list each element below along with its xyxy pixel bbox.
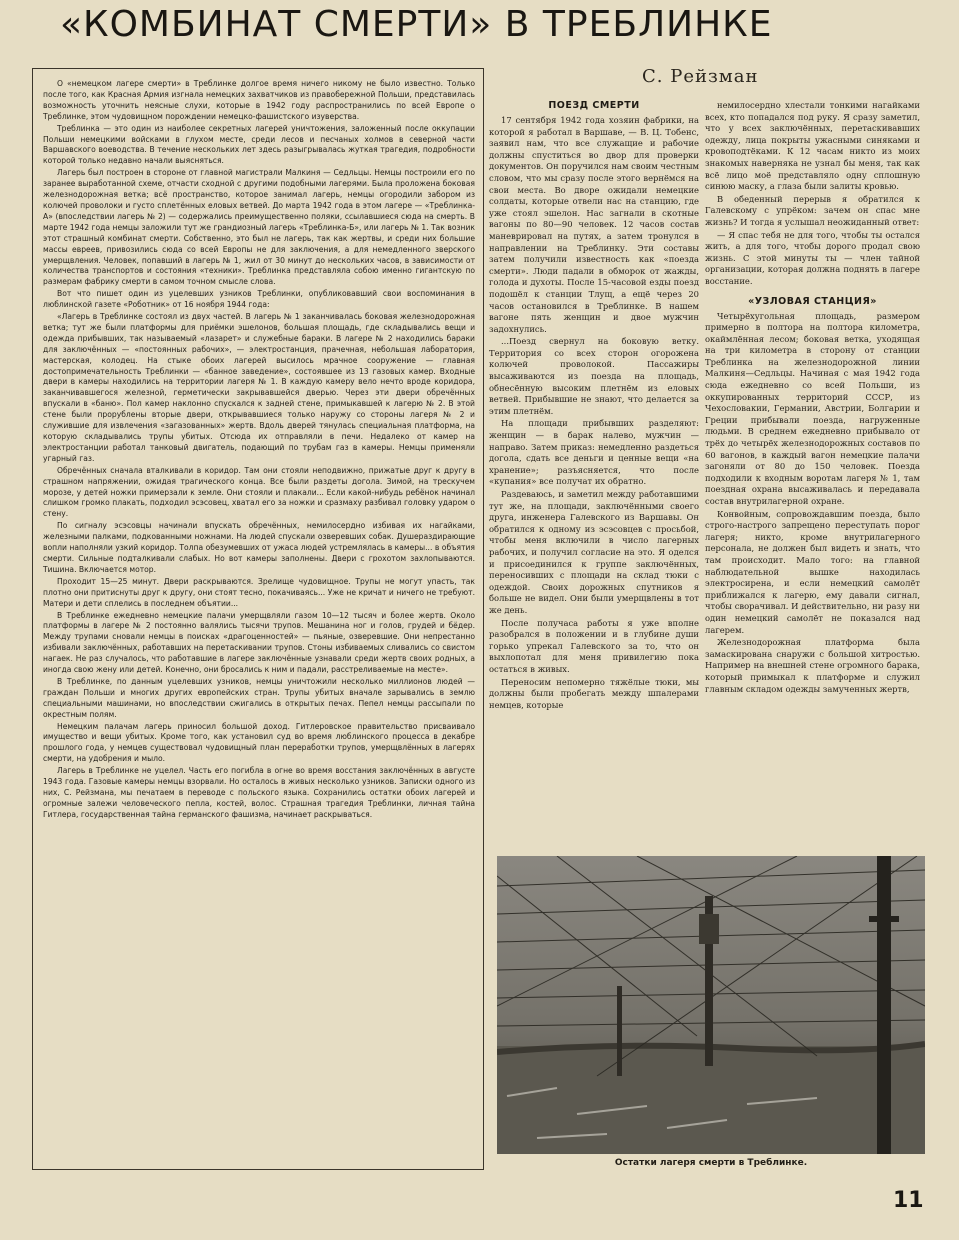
- article-paragraph: Конвойным, сопровождавшим поезда, было строго-настрого запрещено переступать порог лагеря; никто, кроме внутрилагерного персонала, не должен был видеть и знать, что там происходит. Мало того: на главной наблюдательной вышке находилась электросирена, и если немецкий самолёт приближался к лагерю, ему давали сигнал, чтобы сворачивал. И действительно, ни разу ни один немецкий самолёт не показался над лагерем.: [705, 508, 920, 635]
- intro-paragraph: О «немецком лагере смерти» в Треблинке долгое время ничего никому не было известно. Только после того, как Красная Армия изгнала немецких захватчиков из правобережной Польши, представилась возможность уточнить неясные слухи, которые в 1942 году распространились по всей Европе о Треблинке, этом чудовищном порождении немецко-фашистского изуверства.: [43, 79, 475, 121]
- article-paragraph: Четырёхугольная площадь, размером примерно в полтора на полтора километра, окаймлённая лесом; боковая ветка, уходящая на три километра в сторону от станции Треблинка на железнодорожной линии Малкиня—Седльцы. Начиная с мая 1942 года сюда ежедневно со всей Польши, из оккупированных территорий СССР, из Чехословакии, Германии, Австрии, Болгарии и Греции прибывали поезда, нагруженные людьми. В среднем ежедневно прибывало от трёх до четырёх железнодорожных составов по 60 вагонов, в каждый вагон немецкие палачи загоняли от 80 до 150 человек. Поезда подходили к входным воротам лагеря № 1, там поездная охрана высаживалась и передавала состав внутрилагерной охране.: [705, 310, 920, 506]
- article-paragraph: На площади прибывших разделяют: женщин — в барак налево, мужчин — направо. Затем приказ: немедленно раздеться догола, сдать все деньги и ценные вещи «на хранение»; разъясняется, что после «купания» все получат их обратно.: [489, 418, 699, 487]
- article-column-right: [705, 100, 920, 860]
- intro-paragraph: Обречённых сначала вталкивали в коридор. Там они стояли неподвижно, прижатые друг к другу в страшном напряжении, ожидая трагического конца. Все были раздеты догола. Зимой, на трескучем морозе, у детей ножки примерзали к земле. Они стояли и плакали... Если какой-нибудь ребёнок начинал слишком громко плакать, подходил эсэсовец, хватал его за ножки и сразмаху разбивал головку ударом о стену.: [43, 465, 475, 519]
- intro-paragraph: Лагерь в Треблинке не уцелел. Часть его погибла в огне во время восстания заключённых в августе 1943 года. Газовые камеры немцы взорвали. Но осталось в живых несколько узников. Записки одного из них, С. Рейзмана, мы печатаем в переводе с польского языка. Сохранились остатки обоих лагерей и огромные залежи человеческого пепла, костей, волос. Страшная трагедия Треблинки, личная тайна Гитлера, государственная тайна германского фашизма, начинает раскрываться.: [43, 766, 475, 819]
- photo-caption: Остатки лагеря смерти в Треблинке.: [614, 1158, 808, 1168]
- intro-paragraph: Лагерь был построен в стороне от главной магистрали Малкиня — Седльцы. Немцы построили его по заранее выработанной схеме, отчасти сходной с другими подобными лагерями. Была проложена боковая железнодорожная ветка; всё пространство, которое занимал лагерь, немцы огородили забором из колючей проволоки и густо сплетённых еловых ветвей. До марта 1942 года в этом лагере — «Треблинка-А» (впоследствии лагерь № 2) — содержались преимущественно поляки, ссылавшиеся сюда на смерть. В марте 1942 года немцы заложили тут же грандиозный лагерь «Треблинка-Б», или лагерь № 1. Так возник этот страшный комбинат смерти. Собственно, это был не лагерь, так как жертвы, и среди них большие массы евреев, привозились сюда со всей Европы не для заключения, а для немедленного зверского умерщвления. Человек, попавший в лагерь № 1, жил от 30 минут до нескольких часов, в зависимости от количества транспортов и состояния «техники». Треблинка представляла собою именно гигантскую по размерам фабрику смерти в самом точном смысле слова.: [43, 168, 475, 287]
- camp-photo-image: [497, 856, 925, 1154]
- intro-paragraph: Вот что пишет один из уцелевших узников Треблинки, опубликовавший свои воспоминания в люблинской газете «Роботник» от 16 ноября 1944 года:: [43, 289, 475, 310]
- article-paragraph: В обеденный перерыв я обратился к Галевскому с упрёком: зачем он спас мне жизнь? И тогда я услышал неожиданный ответ:: [705, 193, 920, 227]
- intro-paragraph: В Треблинке ежедневно немецкие палачи умерщвляли газом 10—12 тысяч и более жертв. Около платформы в лагере № 2 постоянно валялись тысячи трупов. Мешанина ног и голов, грудей и бёдер. Между трупами сновали немцы в поисках «драгоценностей» — пьяные, озверевшие. Они непрестанно избивали заключённых, работавших на перетаскивании трупов. Стоны избиваемых сливались со свистом нагаек. Не раз случалось, что работавшие в лагере заключённые узнавали среди жертв своих родных, а иногда свою жену или детей. Конечно, они бросались к ним и падали, расстреливаемые на месте».: [43, 610, 475, 675]
- article-paragraph: — Я спас тебя не для того, чтобы ты остался жить, а для того, чтобы дорого продал свою жизнь. С этой минуты ты — член тайной организации, которая должна поднять в лагере восстание.: [705, 229, 920, 286]
- article-paragraph: Железнодорожная платформа была замаскирована снаружи с большой хитростью. Например на внешней стене огромного барака, который примыкал к платформе и служил главным складом одежды замученных жертв,: [705, 637, 920, 694]
- article-paragraph: немилосердно хлестали тонкими нагайками всех, кто попадался под руку. Я сразу заметил, что у всех заключённых, перетаскивавших одежду, лица покрыты ужасными синяками и кровоподтёками. К 12 часам никто из моих знакомых наверняка не узнал бы меня, так как всё лицо моё представляло одну сплошную синюю маску, а глаза были залиты кровью.: [705, 100, 920, 192]
- intro-box: [32, 68, 484, 1170]
- page-number: 11: [893, 1188, 924, 1213]
- author-byline: С. Рейзман: [642, 66, 759, 87]
- camp-photo: [497, 856, 925, 1154]
- article-paragraph: 17 сентября 1942 года хозяин фабрики, на которой я работал в Варшаве, — В. Ц. Тобенс, заявил нам, что все служащие и рабочие должны спуститься во двор для проверки документов. Он поручился нам своим честным словом, что мы сразу после этого вернёмся на свои места. Во дворе ожидали немецкие солдаты, которые отвели нас на станцию, где уже стоял эшелон. Нас загнали в скотные вагоны по 80—90 человек. 12 часов состав маневрировал на путях, а затем тронулся в направлении на Треблинку. Эти составы затем получили известность как «поезда смерти». Люди падали в обморок от жажды, голода и духоты. После 15-часовой езды поезд подошёл к станции Тлущ, а ещё через 20 часов остановился в Треблинке. В нашем вагоне пять женщин и двое мужчин задохнулись.: [489, 115, 699, 334]
- intro-paragraph: В Треблинке, по данным уцелевших узников, немцы уничтожили несколько миллионов людей — граждан Польши и многих других европейских стран. Трупы убитых вначале зарывались в землю специальными машинами, но впоследствии сжигались в открытых печах. Пепел немцы рассыпали по окрестным полям.: [43, 676, 475, 719]
- intro-paragraph: Проходит 15—25 минут. Двери раскрываются. Зрелище чудовищное. Трупы не могут упасть, так плотно они притиснуты друг к другу, они стоят тесно, покачиваясь... Уже не кричат и ничего не требуют. Матери и дети сплелись в последнем объятии...: [43, 576, 475, 608]
- article-column-middle: [489, 100, 699, 840]
- intro-paragraph: Треблинка — это один из наиболее секретных лагерей уничтожения, заложенный после оккупации Польши немецкими войсками в глухом месте, среди лесов и песчаных холмов в северной части Варшавского воеводства. В течение нескольких лет здесь разыгрывалась жуткая трагедия, подробности которой только недавно начали выясняться.: [43, 123, 475, 166]
- section-title-junction-station: «УЗЛОВАЯ СТАНЦИЯ»: [748, 295, 877, 307]
- article-paragraph: Раздеваюсь, и заметил между работавшими тут же, на площади, заключёнными своего друга, инженера Галевского из Варшавы. Он обратился к одному из эсэсовцев с просьбой, чтобы меня включили в число лагерных рабочих, и получил согласие на это. Я оделся и присоединился к группе заключённых, переносивших с площади на склад тюки с одеждой. Своих дорожных спутников я больше не видел. Они были умерщвлены в тот же день.: [489, 489, 699, 615]
- intro-paragraph: Немецким палачам лагерь приносил большой доход. Гитлеровское правительство присваивало имущество и вещи убитых. Кроме того, как установил суд во время люблинского процесса в декабре прошлого года, у немцев существовал чудовищный план переработки трупов, умерщвлённых в лагерях смерти, на удобрения и мыло.: [43, 721, 475, 764]
- headline: «КОМБИНАТ СМЕРТИ» В ТРЕБЛИНКЕ: [60, 4, 773, 45]
- article-paragraph: После получаса работы я уже вполне разобрался в положении и в глубине души горько упрекал Галевского за то, что он выхлопотал для меня привилегию пока остаться в живых.: [489, 617, 699, 674]
- section-title-death-train: ПОЕЗД СМЕРТИ: [548, 100, 640, 111]
- intro-paragraph: По сигналу эсэсовцы начинали впускать обречённых, немилосердно избивая их нагайками, железными палками, подкованными ножнами. На людей спускали озверевших собак. Душераздирающие вопли наполняли узкий коридор. Толпа обезумевших от ужаса людей устремлялась в камеры... в объятия смерти. Сильные подталкивали слабых. Но вот камеры заполнены. Двери с грохотом захлопываются. Тишина. Включается мотор.: [43, 521, 475, 574]
- article-paragraph: Переносим непомерно тяжёлые тюки, мы должны были пробегать между шпалерами немцев, которые: [489, 676, 699, 710]
- intro-paragraph: «Лагерь в Треблинке состоял из двух частей. В лагерь № 1 заканчивалась боковая железнодорожная ветка; тут же были платформы для приёмки эшелонов, большая площадь, где складывались вещи и одежда прибывших, так называемый «лазарет» и служебные бараки. В лагере № 2 находились бараки для заключённых — «постоянных рабочих», — электростанция, прачечная, небольшая лаборатория, мастерская, колодец. На стыке обоих лагерей высилось мрачное сооружение — главная достопримечательность Треблинки — «банное заведение», состоявшее из 13 газовых камер. Входные двери в камеры находились на территории лагеря № 1. В каждую камеру вело нечто вроде коридора, заканчивавшегося железной, герметически закрывавшейся дверью. Через эти двери обречённых впускали в «баню». Пол камер наклонно спускался к задней стене, примыкавшей к лагерю № 2. В этой стене были прорублены вторые двери, открывавшиеся только наружу со стороны лагеря № 2 и служившие для извлечения «загазованных» жертв. Вдоль дверей тянулась специальная платформа, на которую складывались трупы убитых. Отсюда их отправляли в печи. Недалеко от камер на электростанции работал танковый двигатель, подающий по трубам газ в камеры. Немцы применяли угарный газ.: [43, 312, 475, 463]
- article-paragraph: ...Поезд свернул на боковую ветку. Территория со всех сторон огорожена колючей проволокой. Пассажиры высаживаются из поезда на площадь, обнесённую высоким плетнём из еловых ветвей. Прибывшие не знают, что делается за этим плетнём.: [489, 336, 699, 416]
